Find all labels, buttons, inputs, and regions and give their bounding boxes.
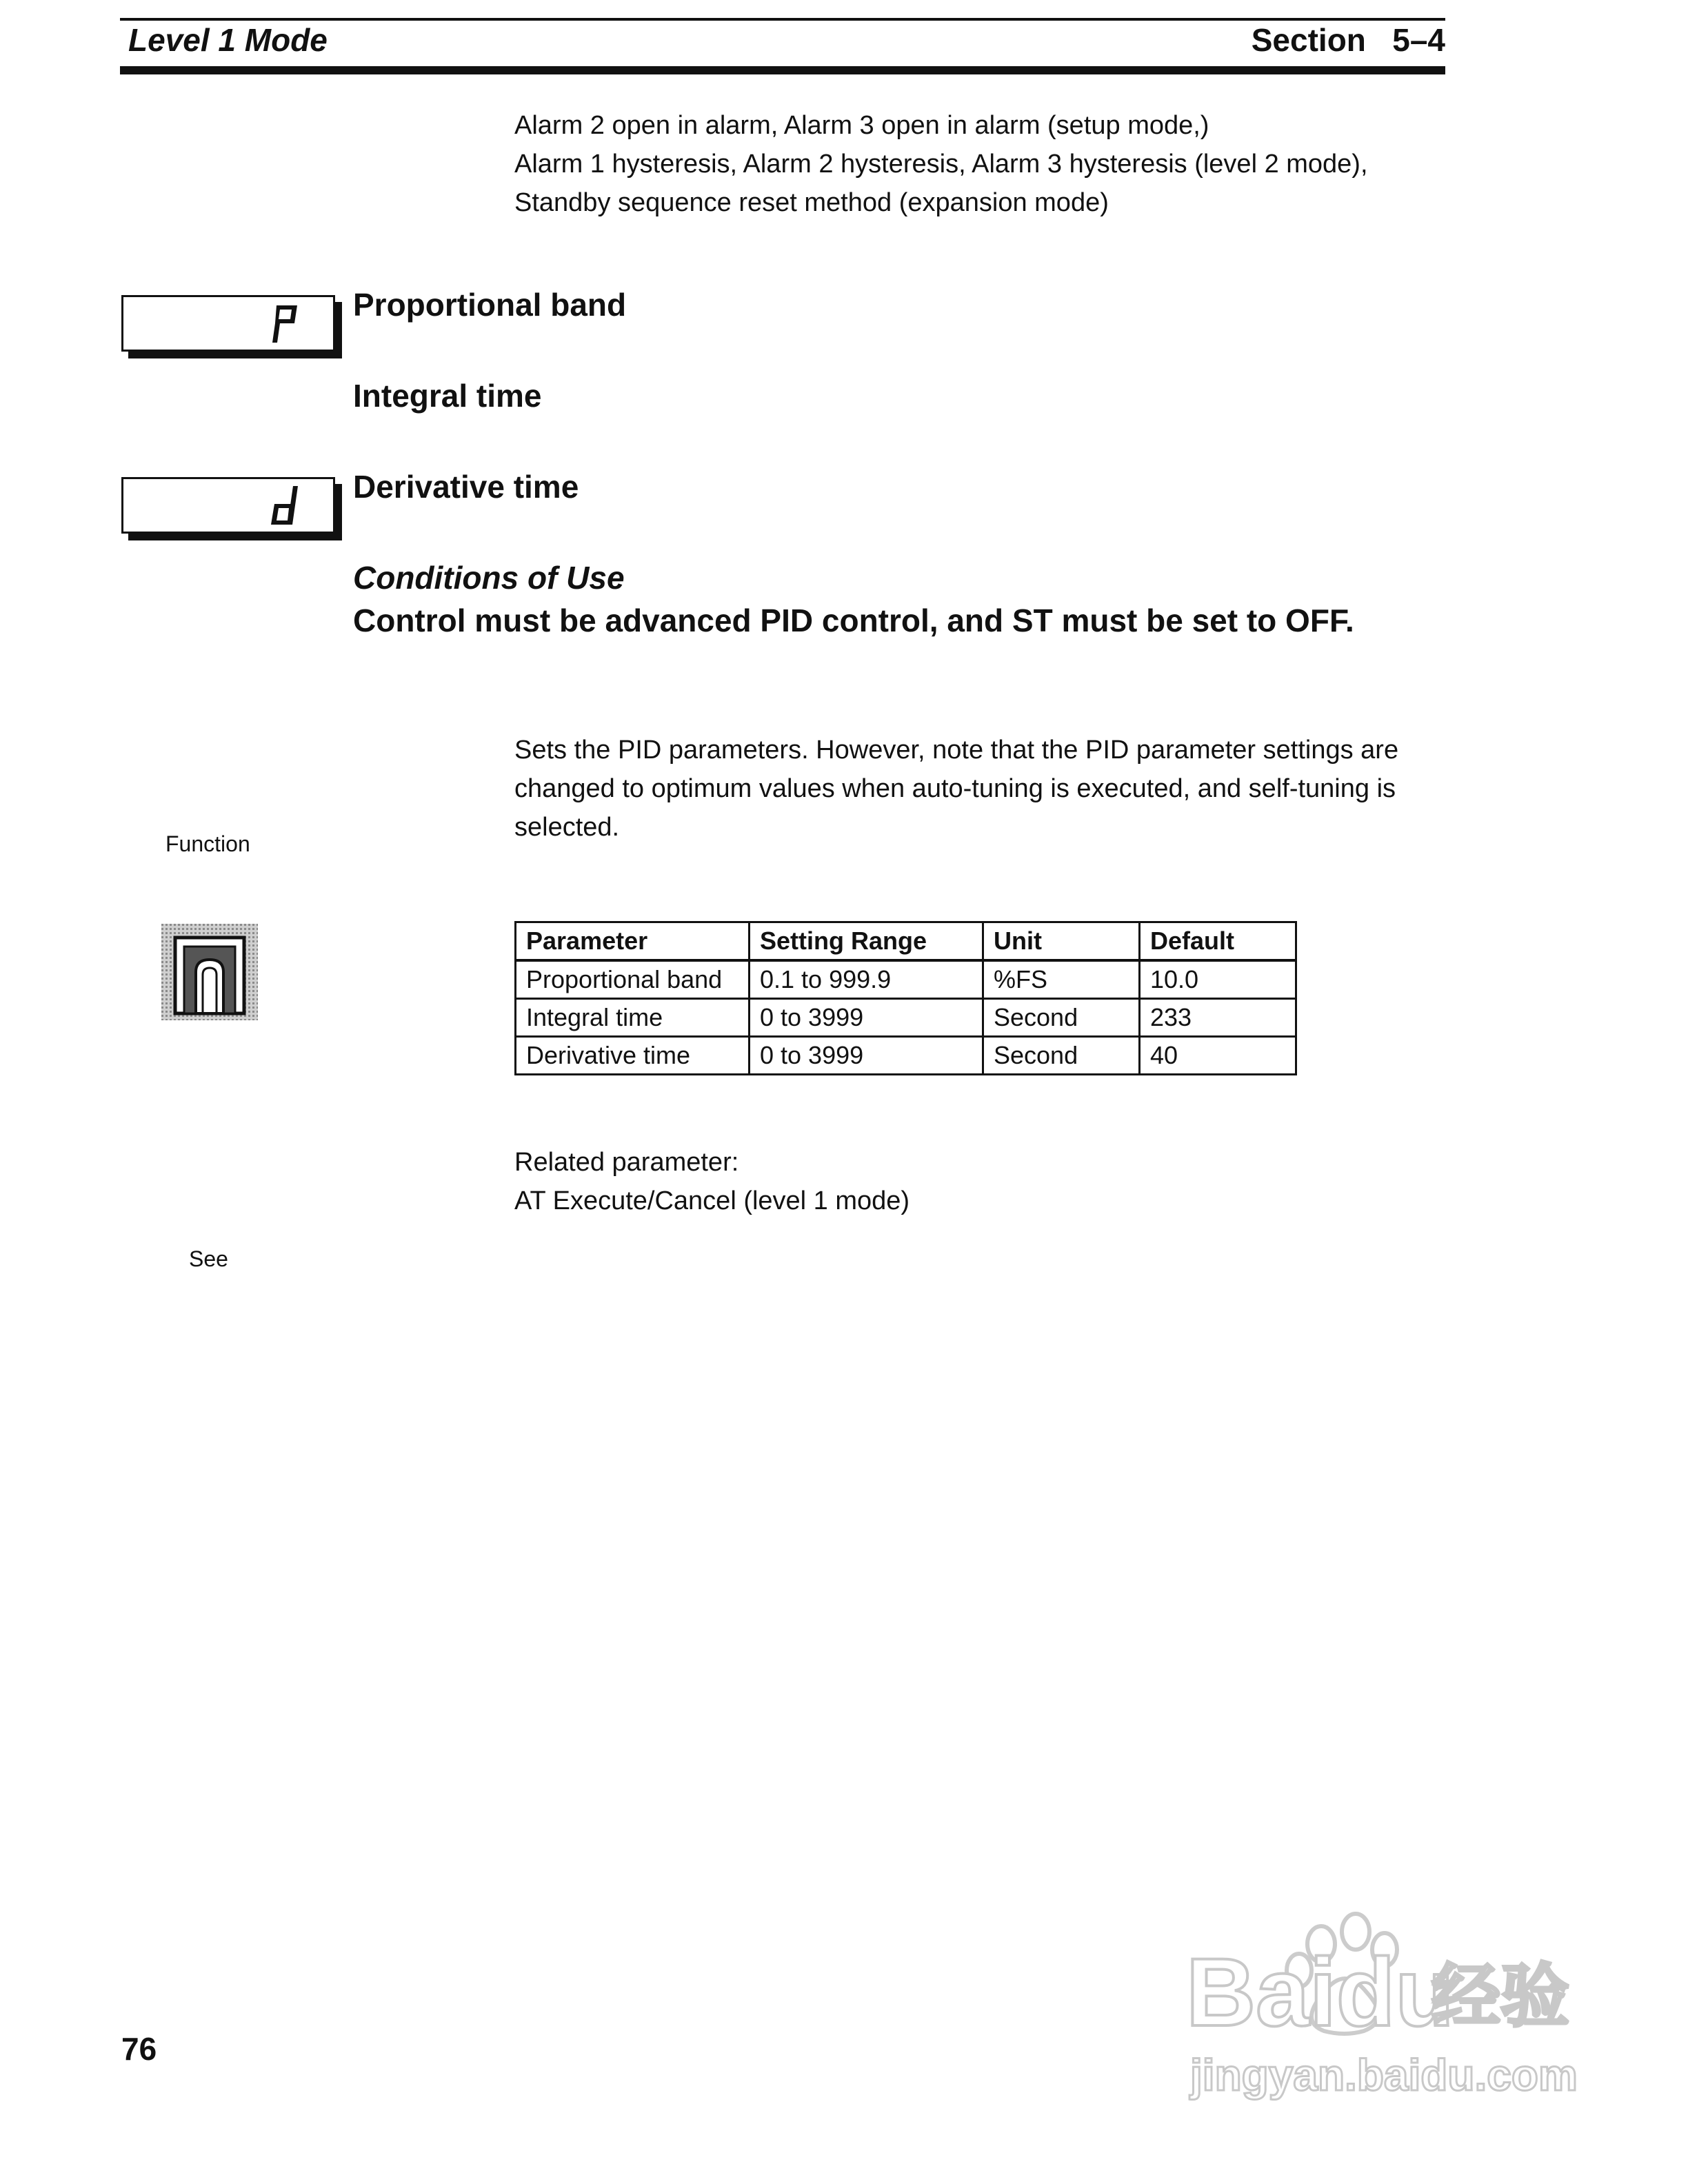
seven-segment-p-icon — [268, 303, 301, 345]
function-paragraph — [514, 731, 1398, 847]
table-cell: Integral time — [516, 999, 750, 1037]
table-cell: Derivative time — [516, 1037, 750, 1075]
function-line: Sets the PID parameters. However, note that the PID parameter settings are — [514, 736, 1399, 765]
heading-proportional-band: Proportional band — [353, 287, 627, 323]
page-header-section — [1252, 18, 1445, 62]
watermark-cn: 经验 — [1431, 1956, 1569, 2036]
table-header-cell: Parameter — [516, 922, 750, 961]
intro-line: Standby sequence reset method (expansion mode) — [514, 188, 1109, 217]
table-cell: 10.0 — [1140, 960, 1296, 999]
intro-line: Alarm 2 open in alarm, Alarm 3 open in alarm (setup mode,) — [514, 111, 1209, 140]
related-line: AT Execute/Cancel (level 1 mode) — [514, 1186, 910, 1215]
page-number: 76 — [121, 2031, 157, 2067]
table-header-cell: Unit — [983, 922, 1140, 961]
table-cell: Second — [983, 999, 1140, 1037]
baidu-watermark-logo — [1186, 1889, 1586, 2116]
table-cell: 0 to 3999 — [750, 1037, 983, 1075]
header-rule — [120, 66, 1445, 74]
table-cell: Second — [983, 1037, 1140, 1075]
display-p — [121, 295, 335, 352]
intro-paragraph — [514, 106, 1368, 222]
function-label: Function — [165, 831, 250, 856]
display-d — [121, 477, 335, 534]
section-label: Section — [1251, 22, 1366, 58]
table-row — [516, 960, 1296, 999]
function-line: selected. — [514, 813, 620, 842]
table-header-row — [516, 922, 1296, 961]
table-cell: Proportional band — [516, 960, 750, 999]
related-line: Related parameter: — [514, 1148, 739, 1177]
function-icon — [161, 924, 258, 1020]
table-header-cell: Default — [1140, 922, 1296, 961]
table-cell: 40 — [1140, 1037, 1296, 1075]
intro-line: Alarm 1 hysteresis, Alarm 2 hysteresis, Alarm 3 hysteresis (level 2 mode), — [514, 150, 1368, 179]
watermark-url: jingyan.baidu.com — [1190, 2050, 1578, 2100]
pid-parameter-table — [514, 921, 1297, 1075]
table-cell: 0.1 to 999.9 — [750, 960, 983, 999]
function-line: changed to optimum values when auto-tuning is executed, and self-tuning is — [514, 774, 1396, 803]
table-cell: %FS — [983, 960, 1140, 999]
heading-integral-time: Integral time — [353, 378, 542, 414]
table-cell: 233 — [1140, 999, 1296, 1037]
watermark-brand: Baidu — [1186, 1938, 1454, 2046]
page-header-title: Level 1 Mode — [128, 22, 328, 58]
conditions-text: Control must be advanced PID control, and ST must be set to OFF. — [353, 603, 1354, 638]
table-header-cell: Setting Range — [750, 922, 983, 961]
see-label: See — [189, 1246, 228, 1271]
table-row — [516, 1037, 1296, 1075]
section-number: 5–4 — [1392, 22, 1445, 58]
heading-derivative-time: Derivative time — [353, 469, 579, 505]
related-paragraph — [514, 1143, 910, 1220]
table-row — [516, 999, 1296, 1037]
seven-segment-d-icon — [268, 485, 301, 527]
conditions-title: Conditions of Use — [353, 560, 625, 596]
table-cell: 0 to 3999 — [750, 999, 983, 1037]
